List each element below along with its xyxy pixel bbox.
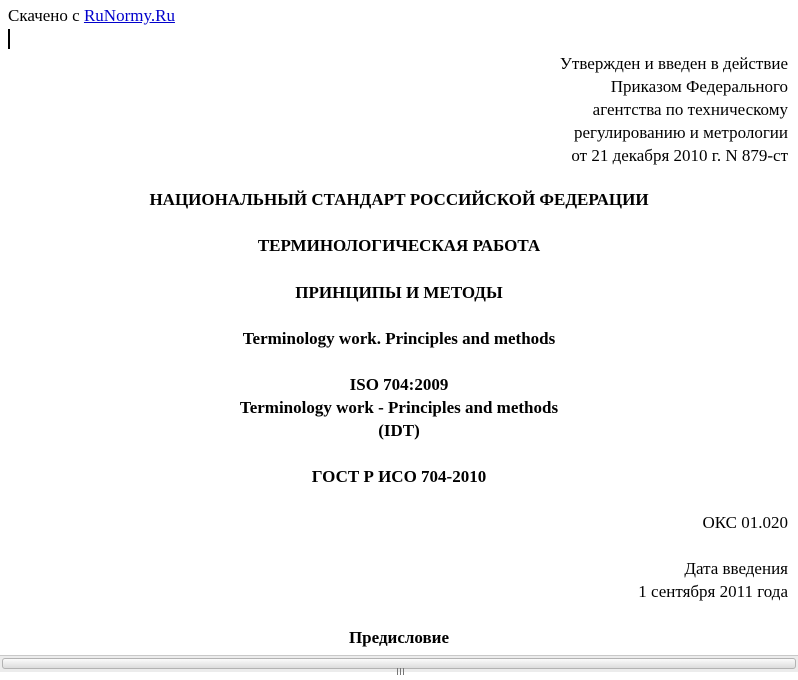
document-subtitle: ПРИНЦИПЫ И МЕТОДЫ bbox=[295, 283, 503, 302]
oks-code: ОКС 01.020 bbox=[702, 513, 788, 532]
approval-line: регулированию и метрологии bbox=[573, 123, 788, 142]
grip-icon bbox=[397, 662, 407, 667]
iso-number: ISO 704:2009 bbox=[349, 375, 449, 394]
intro-date: 1 сентября 2011 года bbox=[638, 582, 788, 601]
section-heading-foreword: Предисловие bbox=[348, 628, 450, 647]
approval-line: Утвержден и введен в действие bbox=[559, 54, 788, 73]
intro-date-label: Дата введения bbox=[684, 559, 788, 578]
english-title: Terminology work. Principles and methods bbox=[242, 329, 556, 348]
horizontal-scrollbar[interactable] bbox=[0, 655, 798, 672]
source-line bbox=[8, 6, 175, 26]
gost-number: ГОСТ Р ИСО 704-2010 bbox=[311, 467, 487, 486]
iso-title: Terminology work - Principles and methods bbox=[239, 398, 559, 417]
scrollbar-thumb[interactable] bbox=[2, 658, 796, 669]
source-link[interactable]: RuNormy.Ru bbox=[83, 6, 175, 25]
source-prefix: Скачено с bbox=[8, 6, 84, 25]
approval-line: от 21 декабря 2010 г. N 879-ст bbox=[571, 146, 788, 165]
document-main-title: ТЕРМИНОЛОГИЧЕСКАЯ РАБОТА bbox=[257, 236, 541, 255]
national-standard-title: НАЦИОНАЛЬНЫЙ СТАНДАРТ РОССИЙСКОЙ ФЕДЕРАЦИИ bbox=[149, 190, 649, 209]
approval-line: Приказом Федерального bbox=[610, 77, 788, 96]
idt-label: (IDT) bbox=[378, 421, 420, 440]
approval-line: агентства по техническому bbox=[592, 100, 788, 119]
approval-block bbox=[560, 52, 788, 167]
text-cursor bbox=[8, 29, 10, 49]
